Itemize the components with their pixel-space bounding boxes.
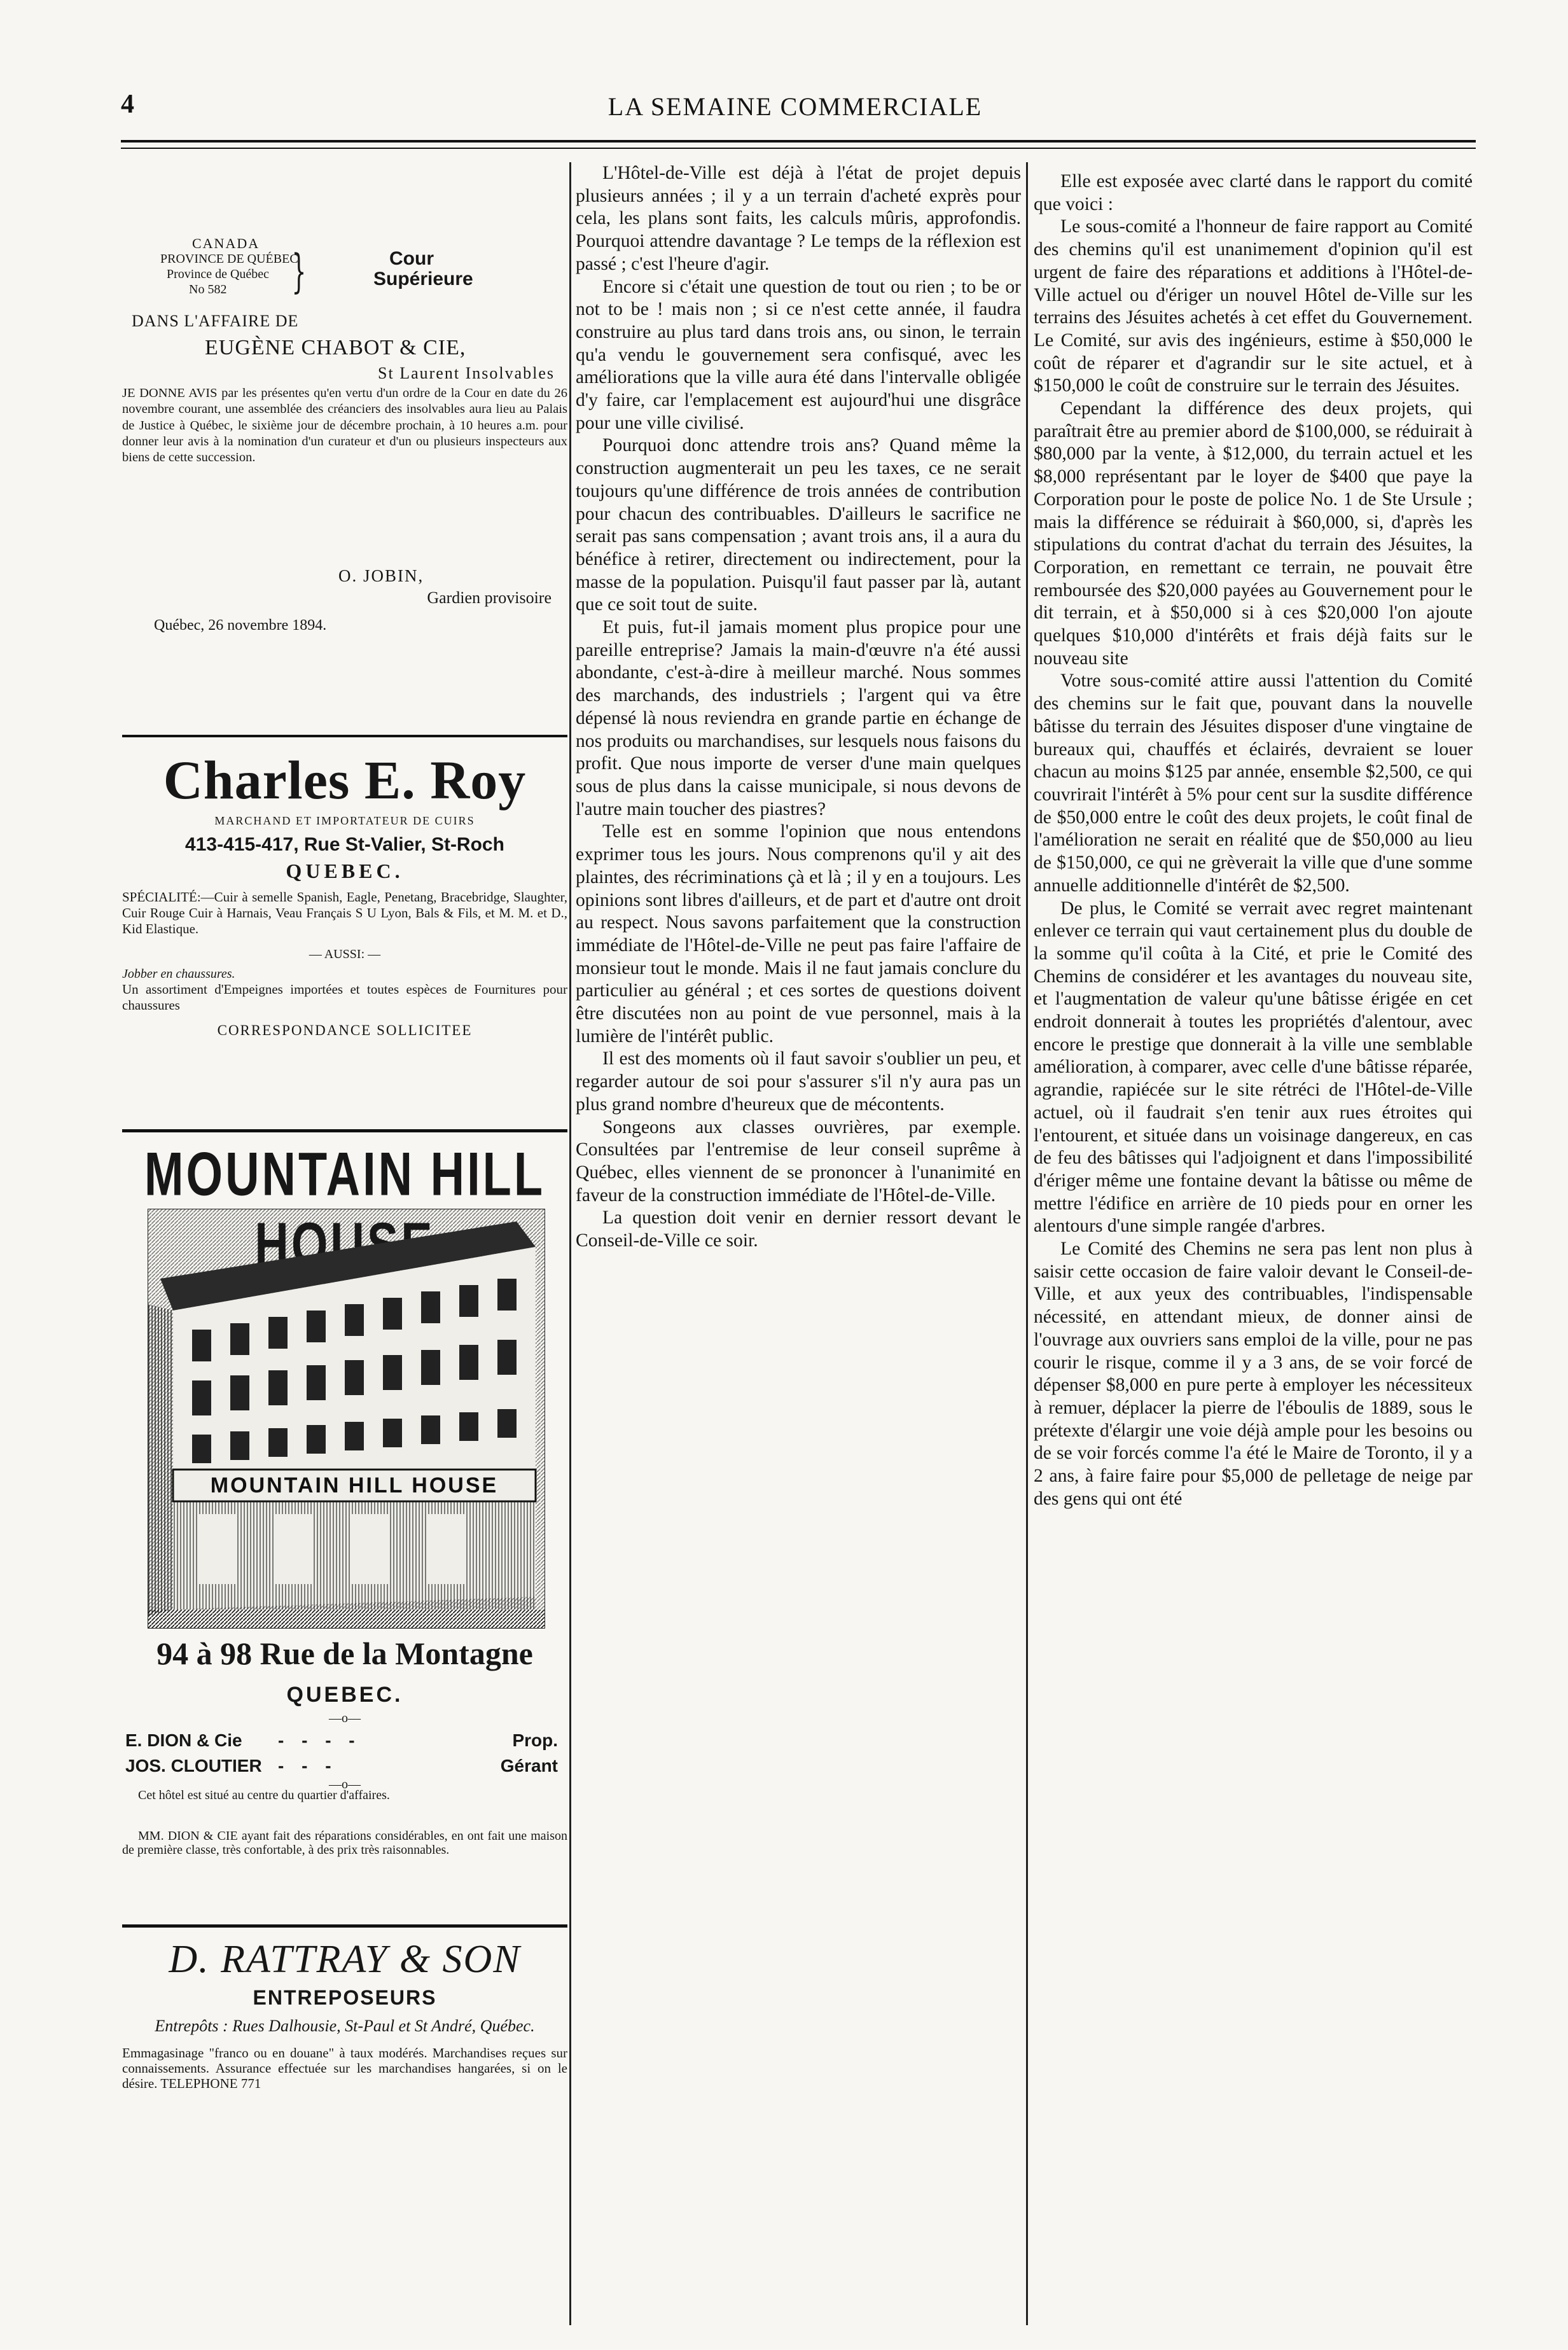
notice-insolvables: St Laurent Insolvables (378, 364, 555, 382)
column-divider-1 (569, 162, 571, 2325)
notice-number: No 582 (189, 282, 227, 296)
article-paragraph: Votre sous-comité attire aussi l'attention du Comité des chemins sur le fait que, pouvant dans la nouvelle bâtisse du terrain des Jésuites disposer d'une vingtaine de bureaux qui, chauffés et éclairés, devraient se louer chacun au moins $125 par année, ensemble $2,500, ce qui couvrirait l'intérêt à 5% pour cent sur la susdite différence de $50,000 entre le coût des deux projets, le coût final de l'amélioration ne serait en réalité que de $50,000 au lieu de $150,000, ce qui ne grèverait la ville que d'une somme annuelle additionnelle d'intérêt de $2,500. (1034, 671, 1473, 896)
notice-firm: EUGÈNE CHABOT & CIE, (205, 336, 466, 359)
article-paragraph: Cependant la différence des deux projets, qui paraîtrait être au premier abord de $100,000, se réduirait à $80,000 par la vente, à $12,000, du terrain actuel et les $8,000 représentant par le loyer de $400 que paye la Corporation pour le poste de police No. 1 de Ste Ursule ; mais la différence se réduirait à $60,000, si, d'après les stipulations du contrat d'achat du terrain des Jésuites, la Corporation, en remettant ce terrain, ne pouvait être remboursée des $20,000 payées au Gouvernement pour le dit terrain, et à $50,000 si à ces $20,000 l'on ajoute quelques $10,000 d'intérêts et frais déjà faits sur le nouveau site (1034, 398, 1473, 669)
ad-separator (122, 735, 567, 737)
manager-role: Gérant (500, 1756, 558, 1776)
notice-signer-title: Gardien provisoire (427, 588, 552, 607)
article-paragraph: Le Comité des Chemins ne sera pas lent non plus à saisir cette occasion de faire valoir devant le Conseil-de-Ville, et aux yeux des contribuables, l'indispensable nécessité, en attendant mieux, de donner ainsi de l'ouvrage aux ouvriers sans emploi de la ville, pour ne pas courir le risque, comme il y a 3 ans, de se voir forcé de dépenser $8,000 en pure perte à employer les nécessiteux à remuer, déplacer la pierre de l'éboulis de 1889, sous le prétexte d'élargir une voie déjà ample pour les besoins ou de se voir forcés comme l'a été le Maire de Toronto, il y a 2 ans, à faire faire pour $5,000 de pelletage de neige par des gens qui ont été (1034, 1239, 1473, 1509)
hotel-sign-text: MOUNTAIN HILL HOUSE (210, 1473, 499, 1498)
roy-specialties: SPÉCIALITÉ:—Cuir à semelle Spanish, Eagle, Penetang, Bracebridge, Slaughter, Cuir Rouge Cuir à Harnais, Veau Français S U Lyon, Bals & Fils, et M. M. et D., Kid Elastique. (122, 889, 567, 936)
court-name-2: Supérieure (373, 268, 473, 289)
hotel-divider: —o— (329, 1711, 361, 1725)
article-paragraph: Encore si c'était une question de tout ou rien ; to be or not to be ! mais non ; si ce n'est cette année, il faudra construire au plus tard dans trois ans, ou sinon, le terrain qu'a vendu le gouvernement sera confisqué, avec les améliorations que la ville aura été dans l'intervalle obligée d'y faire, car l'emplacement est aujourd'hui une disgrâce pour une ville civilisé. (576, 276, 1021, 433)
hotel-address: 94 à 98 Rue de la Montagne (156, 1636, 533, 1671)
rattray-trade: ENTREPOSEURS (253, 1986, 437, 2009)
masthead-rule (121, 140, 1476, 143)
article-column-3 (1034, 170, 1473, 1510)
newspaper-title: LA SEMAINE COMMERCIALE (607, 92, 983, 121)
notice-province-1: PROVINCE DE QUÉBEC (160, 252, 298, 266)
column-divider-2 (1026, 162, 1028, 2325)
masthead-rule-thin (121, 148, 1476, 149)
hotel-note-location: Cet hôtel est situé au centre du quartier d'affaires. (138, 1788, 390, 1802)
hotel-city: QUEBEC. (286, 1683, 403, 1707)
hotel-proprietor (125, 1730, 564, 1751)
roy-subtitle: MARCHAND ET IMPORTATEUR DE CUIRS (214, 814, 475, 827)
proprietor-name: E. DION & Cie (125, 1730, 242, 1750)
dash-leader: - - - - (278, 1730, 361, 1750)
ad-separator (122, 1924, 567, 1928)
hotel-note-repairs: MM. DION & CIE ayant fait des réparations considérables, en ont fait une maison de première classe, très confortable, à des prix très raisonnables. (122, 1829, 567, 1857)
roy-assortment: Un assortiment d'Empeignes importées et toutes espèces de Fournitures pour chaussures (122, 982, 567, 1013)
rattray-advertisement (122, 1937, 567, 2091)
roy-jobber: Jobber en chaussures. (122, 967, 235, 981)
roy-aussi: — AUSSI: — (309, 947, 381, 961)
roy-name: Charles E. Roy (163, 749, 527, 810)
dash-leader: - - - (278, 1756, 338, 1776)
proprietor-role: Prop. (512, 1730, 558, 1750)
notice-dans: DANS L'AFFAIRE DE (132, 312, 299, 330)
article-column-2 (576, 162, 1021, 1253)
article-paragraph: L'Hôtel-de-Ville est déjà à l'état de projet depuis plusieurs années ; il y a un terrain d'acheté exprès pour cela, les plans sont faits, les calculs mûris, approfondis. Pourquoi attendre davantage ? Le temps de la réflexion est passé ; c'est l'heure d'agir. (576, 163, 1021, 274)
page-number: 4 (121, 90, 134, 119)
ad-separator (122, 1129, 567, 1132)
article-paragraph: De plus, le Comité se verrait avec regret maintenant enlever ce terrain qui vaut certainement plus du double de la somme qu'il coûta à la Cité, et prie le Comité des Chemins de considérer et les avantages du nouveau site, et l'augmentation de valeur qu'une bâtisse érigée en cet endroit donnerait à toutes les propriétés d'alentour, avec encore le prestige que donnerait à la ville une semblable amélioration, à comparer, avec celle d'une bâtisse réparée, agrandie, rapiécée sur le site rétréci de l'Hôtel-de-Ville actuel, où il faudrait s'en tenir aux rues étroites qui l'entourent, et située dans un voisinage dangereux, en cas de feu des bâtisses qui l'adjoignent et dans l'impossibilité d'ériger même une fontaine devant la bâtisse ou même de mettre l'édifice en arrière de 10 pieds pour en orner les alentours d'une simple rangée d'arbres. (1034, 898, 1473, 1237)
masthead (121, 89, 1469, 127)
article-paragraph: Songeons aux classes ouvrières, par exemple. Consultées par l'entremise de leur conseil suprême à Québec, elles viennent de se prononcer à l'unanimité en faveur de la construction immédiate de l'Hôtel-de-Ville. (576, 1116, 1021, 1206)
article-paragraph: Pourquoi donc attendre trois ans? Quand même la construction augmenterait un peu les taxes, ce ne serait toujours qu'une différence de trois années de contribution pour chacun des contribuables. D'ailleurs le sacrifice ne serait pas sans compensation ; avant trois ans, il a aura du bénéfice à retirer, directement ou indirectement, pour la masse de la population. Puisqu'il faut passer par là, autant que ce soit tout de suite. (576, 435, 1021, 615)
notice-signer: O. JOBIN, (338, 566, 424, 585)
hotel-engraving (148, 1209, 545, 1629)
rattray-warehouses: Entrepôts : Rues Dalhousie, St-Paul et St André, Québec. (155, 2017, 535, 2035)
article-paragraph: Il est des moments où il faut savoir s'oublier un peu, et regarder autour de soi pour s'assurer s'il n'y aura pas un plus grand nombre d'heureux que de mécontents. (576, 1048, 1021, 1115)
roy-advertisement (122, 751, 567, 1039)
notice-province-2: Province de Québec (167, 267, 270, 281)
hotel-divider: —o— (329, 1777, 361, 1791)
notice-date: Québec, 26 novembre 1894. (154, 617, 327, 634)
article-paragraph: Et puis, fut-il jamais moment plus propice pour une pareille entreprise? Jamais la main-d'œuvre n'a été aussi abondante, c'est-à-dire à meilleur marché. Nous sommes des marchands, des industriels ; l'argent qui va être dépensé là nous reviendra en grande partie en échange de nos produits ou marchandises, sur lesquels nous faisons du profit. Que nous importe de verser d'une main quelques sous de plus dans la caisse municipale, si nous devons de l'autre main toucher des piastres? (576, 617, 1021, 819)
rattray-name: D. RATTRAY & SON (169, 1938, 521, 1981)
article-paragraph: La question doit venir en dernier ressort devant le Conseil-de-Ville ce soir. (576, 1207, 1021, 1251)
brace-glyph: } (291, 244, 307, 298)
notice-body: JE DONNE AVIS par les présentes qu'en vertu d'un ordre de la Cour en date du 26 novembre courant, une assemblée des créanciers des insolvables aura lieu au Palais de Justice à Québec, le sixième jour de décembre prochain, à 10 heures a.m. pour donner leur avis à la nomination d'un curateur et d'un ou plusieurs inspecteurs aux biens de cette succession. (122, 386, 567, 465)
article-paragraph: Telle est en somme l'opinion que nous entendons exprimer tous les jours. Nous comprenons qu'il y ait des plaintes, des récriminations çà et là ; il y en a toujours. Les opinions sont libres d'ailleurs, et de part et d'autre ont droit au respect. Nous savons parfaitement que la construction immédiate de l'Hôtel-de-Ville ne peut pas faire l'affaire de monsieur tout le monde. Mais il ne faut jamais conclure du particulier au général ; et ces sortes de questions doivent être discutées non au point de vue personnel, mais à la lumière de l'intérêt public. (576, 821, 1021, 1046)
article-paragraph: Elle est exposée avec clarté dans le rapport du comité que voici : (1034, 171, 1473, 214)
court-name-1: Cour (389, 248, 434, 269)
hotel-heading: MOUNTAIN HILL (144, 1139, 546, 1209)
advertisement-column (122, 159, 567, 2322)
notice-canada: CANADA (192, 235, 260, 251)
rattray-terms: Emmagasinage "franco ou en douane" à taux modérés. Marchandises reçues sur connaissements. Assurance effectuée sur les marchandises hangarées, si on le désire. TELEPHONE 771 (122, 2045, 567, 2091)
roy-address: 413-415-417, Rue St-Valier, St-Roch (185, 834, 504, 855)
roy-correspondence: CORRESPONDANCE SOLLICITEE (217, 1022, 473, 1038)
article-paragraph: Le sous-comité a l'honneur de faire rapport au Comité des chemins qu'il est unanimement d'opinion qu'il est urgent de faire des réparations et additions à l'Hôtel-de-Ville actuel ou d'ériger un nouvel Hôtel de-Ville sur les terrains des Jésuites achetés à cet effet du Gouvernement. Le Comité, sur avis des ingénieurs, estime à $50,000 le coût de réparer et d'agrandir sur le site actuel, et à $150,000 le coût de construire sur le terrain des Jésuites. (1034, 216, 1473, 396)
manager-name: JOS. CLOUTIER (125, 1756, 262, 1776)
hotel-manager (125, 1756, 564, 1776)
roy-city: QUEBEC. (286, 859, 404, 882)
